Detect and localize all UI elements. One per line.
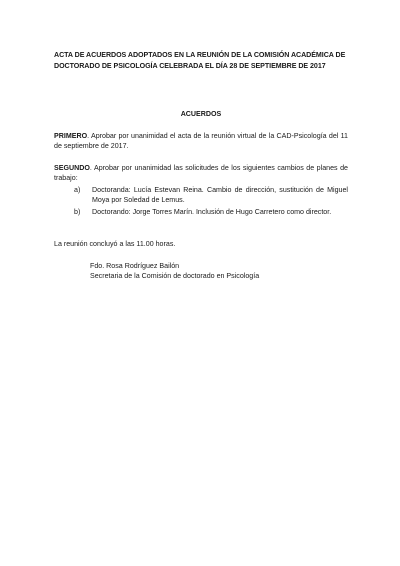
document-page — [54, 50, 348, 281]
list-item-marker: a) — [74, 186, 81, 194]
list-item-text: Doctoranda: Lucía Estevan Reina. Cambio de dirección, sustitución de Miguel Moya por Soledad de Lemus. — [92, 186, 348, 204]
signature-name: Fdo. Rosa Rodríguez Bailón — [90, 262, 180, 270]
list-item — [54, 185, 348, 205]
signature-block — [90, 261, 348, 281]
document-heading-line-1: ACTA DE ACUERDOS ADOPTADOS EN LA REUNIÓN DE LA COMISIÓN ACADÉMICA DE — [54, 51, 346, 59]
list-item-marker: b) — [74, 208, 81, 216]
agreement-second — [54, 163, 348, 217]
change-requests-list — [54, 185, 348, 217]
agreement-second-lead: SEGUNDO — [54, 164, 90, 172]
document-heading-line-2: DOCTORADO DE PSICOLOGÍA CELEBRADA EL DÍA 28 DE SEPTIEMBRE DE 2017 — [54, 61, 326, 70]
agreement-first-lead: PRIMERO — [54, 132, 88, 140]
signature-role: Secretaria de la Comisión de doctorado en Psicología — [90, 272, 260, 280]
list-item-text: Doctorando: Jorge Torres Marín. Inclusión de Hugo Carretero como director. — [92, 208, 332, 216]
agreement-second-text: . Aprobar por unanimidad las solicitudes de los siguientes cambios de planes de trabajo: — [54, 164, 348, 182]
section-title: ACUERDOS — [180, 110, 222, 118]
agreement-first — [54, 131, 348, 151]
list-item — [54, 207, 348, 217]
closing-statement: La reunión concluyó a las 11.00 horas. — [54, 240, 176, 248]
agreement-first-text: . Aprobar por unanimidad el acta de la reunión virtual de la CAD-Psicología del 11 de septiembre de 2017. — [54, 132, 348, 150]
